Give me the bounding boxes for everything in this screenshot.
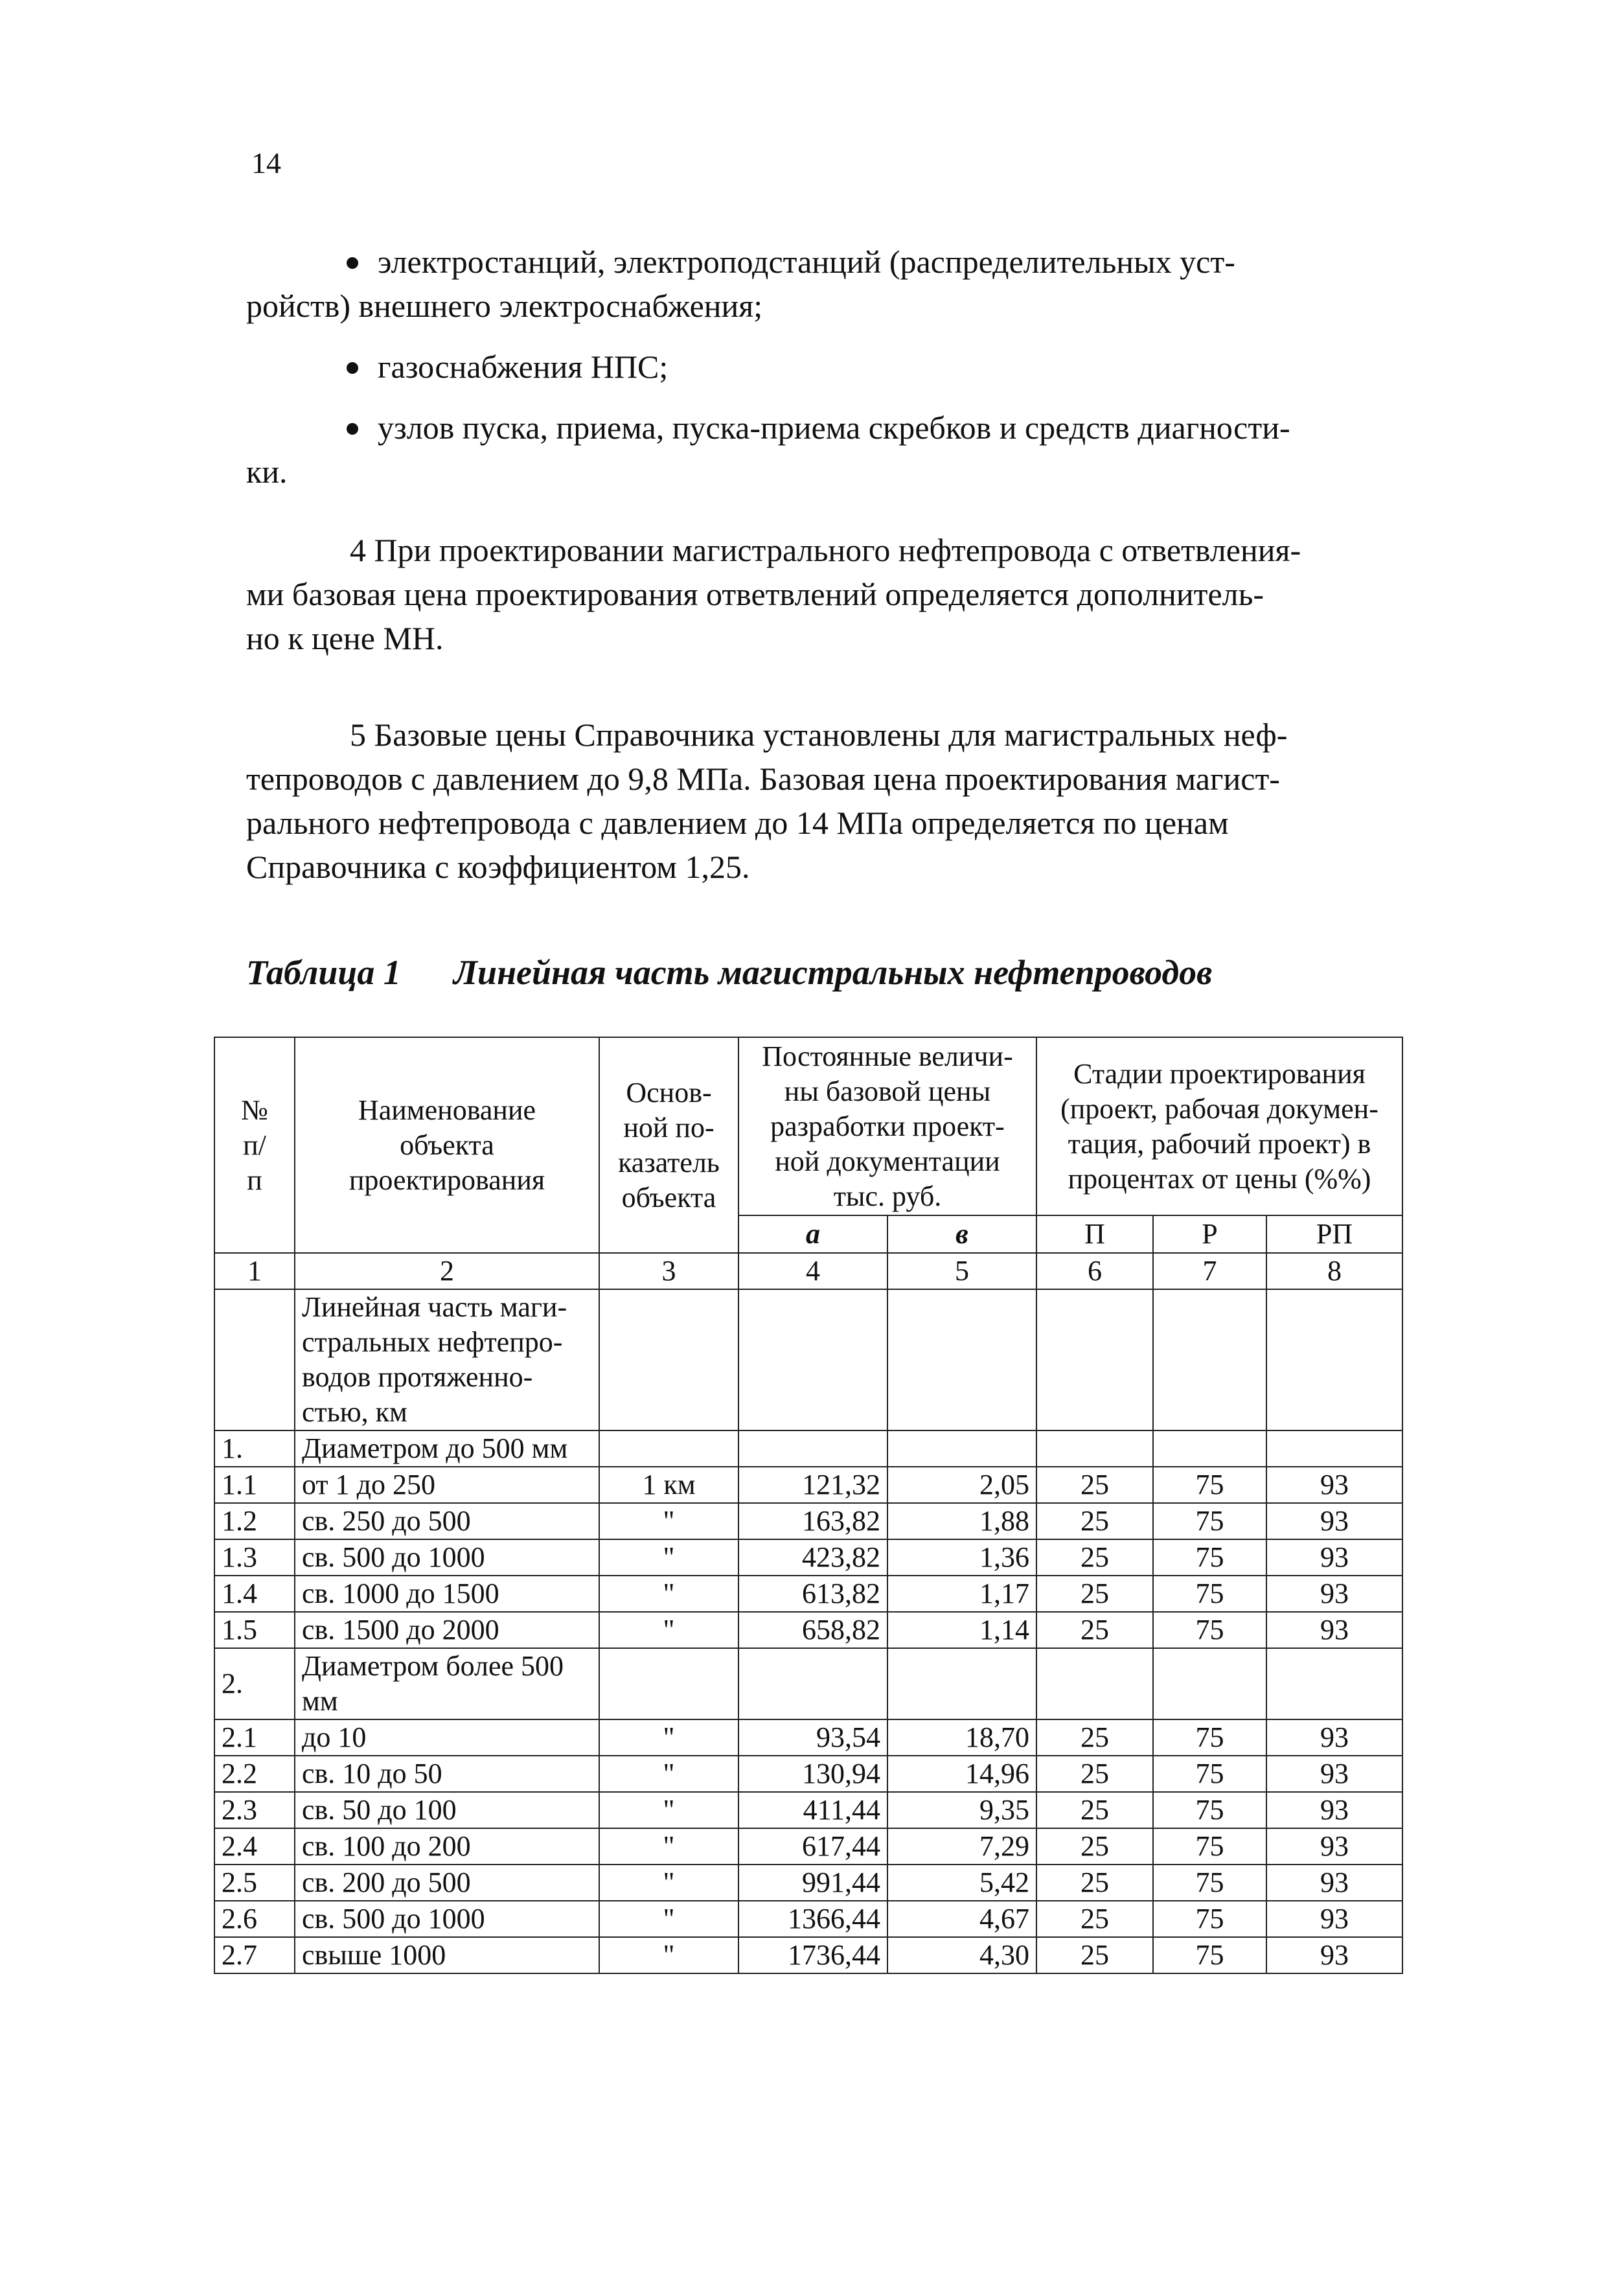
group-name: Диаметром до 500 мм	[295, 1430, 599, 1467]
cell-p: 25	[1036, 1719, 1153, 1756]
cell-b: 1,36	[887, 1539, 1036, 1576]
cell-p: 25	[1036, 1576, 1153, 1612]
cell-num: 2.2	[214, 1756, 295, 1792]
cell-num: 2.3	[214, 1792, 295, 1828]
table-row	[214, 1901, 1402, 1937]
header-rp: РП	[1266, 1215, 1402, 1253]
paragraph-line: 5 Базовые цены Справочника установлены для магистральных неф-	[350, 717, 1288, 753]
cell-b: 1,14	[887, 1612, 1036, 1648]
cell-a: 1736,44	[738, 1937, 887, 1973]
table-caption	[246, 952, 1212, 993]
table-row	[214, 1612, 1402, 1648]
bullet-icon	[347, 257, 358, 269]
column-number: 2	[295, 1253, 599, 1289]
table-row	[214, 1937, 1402, 1973]
column-number-row	[214, 1253, 1402, 1289]
cell-ind: "	[599, 1719, 738, 1756]
cell-p: 25	[1036, 1865, 1153, 1901]
cell-r: 75	[1153, 1539, 1266, 1576]
bullet-text: газоснабжения НПС;	[378, 349, 669, 385]
group-name: Диаметром более 500 мм	[295, 1648, 599, 1719]
cell-p: 25	[1036, 1792, 1153, 1828]
cell-a: 658,82	[738, 1612, 887, 1648]
cell-name: св. 500 до 1000	[295, 1901, 599, 1937]
cell-rp: 93	[1266, 1865, 1402, 1901]
bullet-item	[246, 240, 1425, 328]
cell-ind: "	[599, 1503, 738, 1539]
cell-r: 75	[1153, 1576, 1266, 1612]
bullet-text-cont: ки.	[246, 454, 288, 490]
column-number: 6	[1036, 1253, 1153, 1289]
table-header-row	[214, 1037, 1402, 1215]
header-b: в	[887, 1215, 1036, 1253]
cell-a: 1366,44	[738, 1901, 887, 1937]
cell-ind: "	[599, 1901, 738, 1937]
table-row	[214, 1576, 1402, 1612]
cell-p: 25	[1036, 1467, 1153, 1503]
cell-b: 18,70	[887, 1719, 1036, 1756]
cell-p: 25	[1036, 1828, 1153, 1865]
cell-rp: 93	[1266, 1719, 1402, 1756]
table-row	[214, 1289, 1402, 1430]
column-number: 5	[887, 1253, 1036, 1289]
header-indicator: Основ-ной по-казатель объекта	[599, 1037, 738, 1253]
cell-rp: 93	[1266, 1503, 1402, 1539]
page-number: 14	[251, 146, 281, 179]
bullet-icon	[347, 423, 358, 435]
bullet-text-cont: ройств) внешнего электроснабжения;	[246, 288, 763, 324]
cell-a: 423,82	[738, 1539, 887, 1576]
bullet-icon	[347, 362, 358, 374]
cell-ind: "	[599, 1612, 738, 1648]
cell-ind: "	[599, 1539, 738, 1576]
bullet-item	[246, 406, 1425, 494]
cell-r: 75	[1153, 1828, 1266, 1865]
cell-r: 75	[1153, 1937, 1266, 1973]
cell-b: 4,30	[887, 1937, 1036, 1973]
cell-name: св. 1000 до 1500	[295, 1576, 599, 1612]
table-row	[214, 1719, 1402, 1756]
cell-num: 2.5	[214, 1865, 295, 1901]
cell-p: 25	[1036, 1756, 1153, 1792]
cell-a: 93,54	[738, 1719, 887, 1756]
cell-rp: 93	[1266, 1756, 1402, 1792]
table-row	[214, 1539, 1402, 1576]
cell-num: 2.7	[214, 1937, 295, 1973]
column-number: 3	[599, 1253, 738, 1289]
cell-name: свыше 1000	[295, 1937, 599, 1973]
paragraph-line: но к цене МН.	[246, 620, 444, 656]
cell-ind: 1 км	[599, 1467, 738, 1503]
group-num: 1.	[214, 1430, 295, 1467]
paragraph-4	[246, 528, 1425, 660]
group-row	[214, 1430, 1402, 1467]
header-p: П	[1036, 1215, 1153, 1253]
cell-rp: 93	[1266, 1901, 1402, 1937]
cell-ind: "	[599, 1792, 738, 1828]
bullet-text: узлов пуска, приема, пуска-приема скребков и средств диагности-	[378, 409, 1290, 446]
cell-r: 75	[1153, 1503, 1266, 1539]
cell-b: 7,29	[887, 1828, 1036, 1865]
cell-ind: "	[599, 1828, 738, 1865]
cell-rp: 93	[1266, 1828, 1402, 1865]
bullet-item	[246, 345, 1425, 389]
cell-r: 75	[1153, 1719, 1266, 1756]
cell-ind: "	[599, 1865, 738, 1901]
cell-rp: 93	[1266, 1612, 1402, 1648]
cell-num: 1.4	[214, 1576, 295, 1612]
table-row	[214, 1756, 1402, 1792]
header-stages: Стадии проектирования (проект, рабочая докумен-тация, рабочий проект) в процентах от цены (%%)	[1036, 1037, 1402, 1215]
paragraph-line: рального нефтепровода с давлением до 14 МПа определяется по ценам	[246, 805, 1229, 841]
cell-r: 75	[1153, 1792, 1266, 1828]
bullet-text: электростанций, электроподстанций (распределительных уст-	[378, 244, 1235, 280]
table-title: Линейная часть магистральных нефтепроводов	[453, 953, 1213, 992]
cell-ind: "	[599, 1576, 738, 1612]
table-row	[214, 1792, 1402, 1828]
cell-b: 1,17	[887, 1576, 1036, 1612]
cell-num: 1.5	[214, 1612, 295, 1648]
cell-b: 1,88	[887, 1503, 1036, 1539]
cell-b: 14,96	[887, 1756, 1036, 1792]
paragraph-line: 4 При проектировании магистрального нефтепровода с ответвления-	[350, 532, 1301, 568]
header-a: а	[738, 1215, 887, 1253]
column-number: 1	[214, 1253, 295, 1289]
table-label: Таблица 1	[246, 953, 401, 992]
cell-name: до 10	[295, 1719, 599, 1756]
cell-r: 75	[1153, 1756, 1266, 1792]
group-num: 2.	[214, 1648, 295, 1719]
cell-name: св. 10 до 50	[295, 1756, 599, 1792]
data-table	[214, 1037, 1403, 1974]
cell-r: 75	[1153, 1612, 1266, 1648]
cell-p: 25	[1036, 1937, 1153, 1973]
cell-num: 1.2	[214, 1503, 295, 1539]
cell-b: 5,42	[887, 1865, 1036, 1901]
column-number: 7	[1153, 1253, 1266, 1289]
header-num: № п/п	[214, 1037, 295, 1253]
paragraph-5	[246, 713, 1425, 889]
table-row	[214, 1828, 1402, 1865]
cell-a: 130,94	[738, 1756, 887, 1792]
cell-a: 411,44	[738, 1792, 887, 1828]
header-constants: Постоянные величи-ны базовой цены разработки проект-ной документации тыс. руб.	[738, 1037, 1036, 1215]
cell-num: 1.3	[214, 1539, 295, 1576]
table-row	[214, 1865, 1402, 1901]
column-number: 4	[738, 1253, 887, 1289]
cell-p: 25	[1036, 1612, 1153, 1648]
table-row	[214, 1467, 1402, 1503]
cell-b: 2,05	[887, 1467, 1036, 1503]
cell-num: 2.4	[214, 1828, 295, 1865]
cell-a: 163,82	[738, 1503, 887, 1539]
cell-p: 25	[1036, 1539, 1153, 1576]
cell-name: св. 1500 до 2000	[295, 1612, 599, 1648]
cell-p: 25	[1036, 1901, 1153, 1937]
cell-rp: 93	[1266, 1937, 1402, 1973]
cell-num: 2.6	[214, 1901, 295, 1937]
cell-rp: 93	[1266, 1792, 1402, 1828]
header-r: Р	[1153, 1215, 1266, 1253]
cell-rp: 93	[1266, 1539, 1402, 1576]
paragraph-line: Справочника с коэффициентом 1,25.	[246, 849, 750, 885]
cell-rp: 93	[1266, 1576, 1402, 1612]
cell-name: св. 200 до 500	[295, 1865, 599, 1901]
cell-r: 75	[1153, 1467, 1266, 1503]
cell-r: 75	[1153, 1901, 1266, 1937]
cell-a: 121,32	[738, 1467, 887, 1503]
cell-r: 75	[1153, 1865, 1266, 1901]
bullet-list	[246, 240, 1425, 494]
cell-ind: "	[599, 1937, 738, 1973]
cell-name: св. 100 до 200	[295, 1828, 599, 1865]
cell-name: св. 250 до 500	[295, 1503, 599, 1539]
cell-num: 2.1	[214, 1719, 295, 1756]
cell-a: 991,44	[738, 1865, 887, 1901]
intro-text: Линейная часть маги-стральных нефтепро-водов протяженно-стью, км	[295, 1289, 599, 1430]
paragraph-line: тепроводов с давлением до 9,8 МПа. Базовая цена проектирования магист-	[246, 761, 1280, 797]
column-number: 8	[1266, 1253, 1402, 1289]
cell-a: 613,82	[738, 1576, 887, 1612]
cell-b: 9,35	[887, 1792, 1036, 1828]
cell-ind: "	[599, 1756, 738, 1792]
cell-name: св. 50 до 100	[295, 1792, 599, 1828]
cell-a: 617,44	[738, 1828, 887, 1865]
cell-name: от 1 до 250	[295, 1467, 599, 1503]
cell-num: 1.1	[214, 1467, 295, 1503]
paragraph-line: ми базовая цена проектирования ответвлений определяется дополнитель-	[246, 576, 1264, 612]
header-name: Наименование объекта проектирования	[295, 1037, 599, 1253]
cell-p: 25	[1036, 1503, 1153, 1539]
group-row	[214, 1648, 1402, 1719]
cell-b: 4,67	[887, 1901, 1036, 1937]
cell-rp: 93	[1266, 1467, 1402, 1503]
table-row	[214, 1503, 1402, 1539]
cell-name: св. 500 до 1000	[295, 1539, 599, 1576]
